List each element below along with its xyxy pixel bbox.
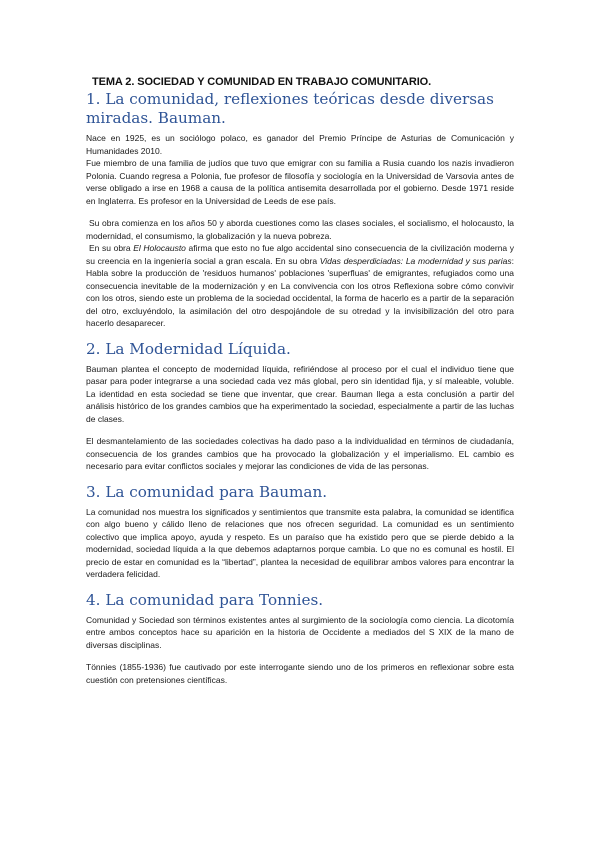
section-1-paragraph-3: Su obra comienza en los años 50 y aborda cuestiones como las clases sociales, el socialismo, el holocausto, la modernidad, el consumismo, la globalización y la nueva pobreza. xyxy=(86,218,514,241)
section-2-paragraph-1: Bauman plantea el concepto de modernidad líquida, refiriéndose al proceso por el cual el individuo tiene que pasar para poder integrarse a una sociedad cada vez más global, pero sin identidad fija, y sí maleable, voluble. La identidad en esta sociedad se tiene que inventar, que crear. Bauman llega a esta conclusión a partir del análisis histórico de los grandes cambios que ha experimentado la sociedad, especialmente a partir de las luchas de clases. xyxy=(86,363,514,424)
document-body xyxy=(86,76,514,686)
section-1-paragraph-1: Nace en 1925, es un sociólogo polaco, es ganador del Premio Príncipe de Asturias de Comunicación y Humanidades 2010. xyxy=(86,133,514,156)
book-title-vidas-desperdiciadas: Vidas desperdiciadas: La modernidad y sus parias xyxy=(319,255,512,266)
section-4-paragraph-1: Comunidad y Sociedad son términos existentes antes al surgimiento de la sociología como ciencia. La dicotomía entre ambos conceptos hace su aparición en la historia de Occidente a mediados del S XIX de la mano de diversas disciplinas. xyxy=(86,614,514,650)
section-4-paragraph-2: Tönnies (1855-1936) fue cautivado por este interrogante siendo uno de los primeros en reflexionar sobre esta cuestión con pretensiones científicas. xyxy=(86,662,514,685)
section-3-paragraph-1: La comunidad nos muestra los significados y sentimientos que transmite esta palabra, la comunidad se identifica con algo bueno y cálido lleno de relaciones que nos ofrecen seguridad. La comunidad es un sentimiento colectivo que implica apoyo, ayuda y respeto. Es un paraíso que ha existido pero que se pierde debido a la modernidad, sociedad líquida a la que debemos adaptarnos porque cambia. Lo que no es comunal es hostil. El precio de estar en comunidad es la “libertad”, plantea la necesidad de equilibrar ambos valores para encontrar la verdadera felicidad. xyxy=(86,506,514,579)
section-4-heading: 4. La comunidad para Tonnies. xyxy=(86,590,324,609)
section-2-heading: 2. La Modernidad Líquida. xyxy=(86,339,291,358)
section-2-paragraph-2: El desmantelamiento de las sociedades colectivas ha dado paso a la individualidad en términos de ciudadanía, consecuencia de los grandes cambios que ha provocado la globalización y el imperialismo. EL cambio es necesario para evitar conflictos sociales y mejorar las condiciones de vida de las personas. xyxy=(86,436,514,471)
section-3-heading: 3. La comunidad para Bauman. xyxy=(86,482,328,501)
section-1-paragraph-2: Fue miembro de una familia de judíos que tuvo que emigrar con su familia a Rusia cuando los nazis invadieron Polonia. Cuando regresa a Polonia, fue profesor de filosofía y sociología en la Universidad de Varsovia antes de verse obligado a irse en 1968 a causa de la política antisemita desarrollada por el gobierno. Desde 1971 reside en Inglaterra. Es profesor en la Universidad de Leeds de ese país. xyxy=(86,158,514,206)
book-title-holocausto: El Holocausto xyxy=(133,243,186,253)
page-title: TEMA 2. SOCIEDAD Y COMUNIDAD EN TRABAJO COMUNITARIO. xyxy=(92,76,432,88)
section-1-heading: 1. La comunidad, reflexiones teóricas desde diversas miradas. Bauman. xyxy=(86,90,494,127)
section-1-paragraph-4: En su obra El Holocausto afirma que esto no fue algo accidental sino consecuencia de la civilización moderna y su creencia en la ingeniería social a gran escala. En su obra Vidas desperdiciadas: La modernidad y sus parias: Habla sobre la producción de 'residuos humanos' poblaciones 'superfluas' de emigrantes, refugiados como una consecuencia inevitable de la modernización y en La convivencia con los otros Reflexiona sobre cómo convivir con los otros, siendo este un problema de la sociedad occidental, la forma de hacerlo es a partir de la separación del otro, excluyéndolo, la asimilación del otro despojándole de su otredad y la invisibilización del otro para hacerlo desaparecer. xyxy=(86,243,514,328)
